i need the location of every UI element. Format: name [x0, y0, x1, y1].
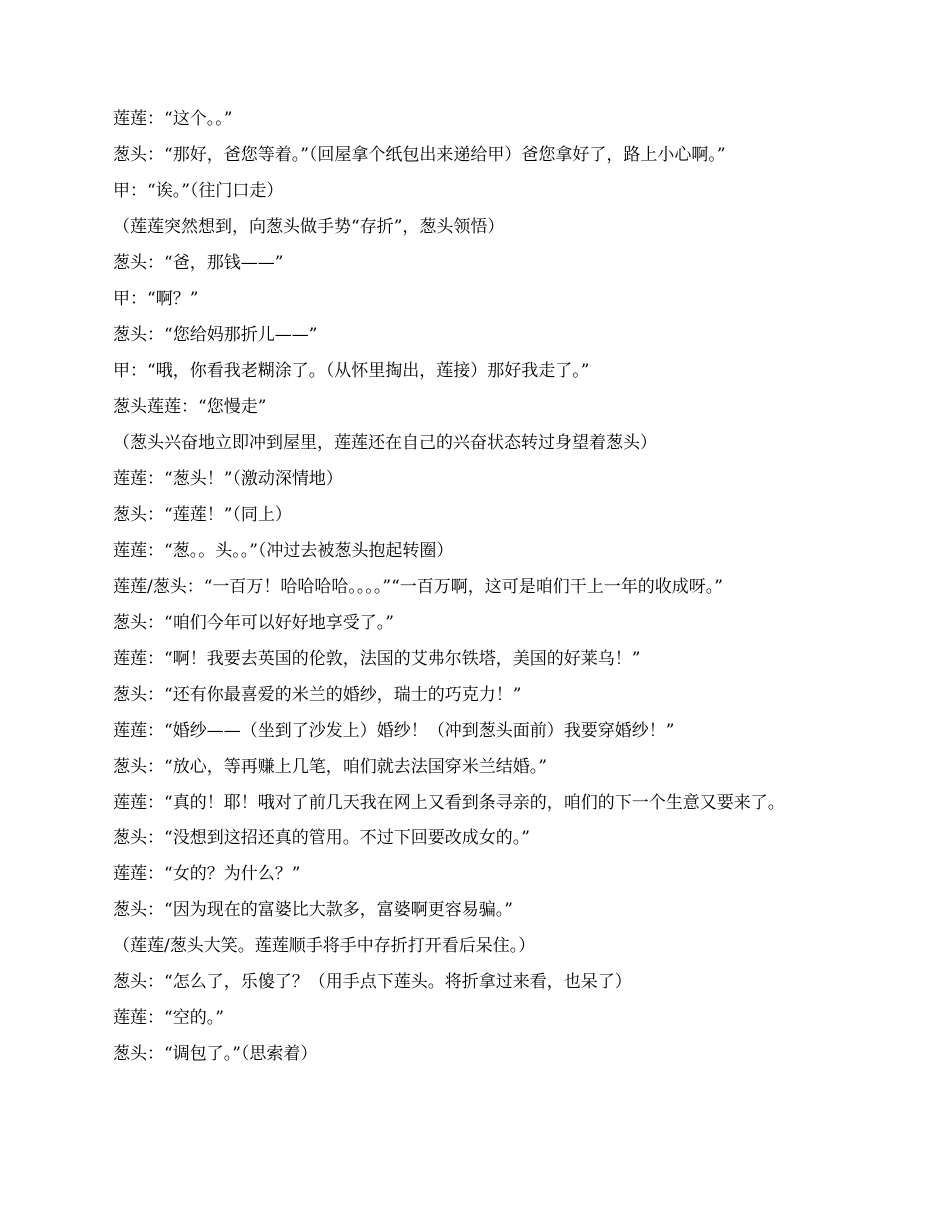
script-line: 莲莲/葱头：“一百万！哈哈哈哈。。。。”“一百万啊，这可是咱们干上一年的收成呀。”	[113, 577, 723, 597]
script-line: 葱头：“莲莲！”（同上）	[113, 505, 292, 525]
script-line: 莲莲：“空的。”	[113, 1008, 224, 1028]
script-line: （莲莲/葱头大笑。莲莲顺手将手中存折打开看后呆住。）	[113, 936, 536, 956]
script-line: 莲莲：“啊！我要去英国的伦敦，法国的艾弗尔铁塔，美国的好莱乌！”	[113, 649, 641, 669]
script-line: 莲莲：“这个。。”	[113, 109, 233, 129]
script-line: 甲：“诶。”（往门口走）	[113, 181, 284, 201]
script-line: 葱头：“怎么了，乐傻了？（用手点下莲头。将折拿过来看，也呆了）	[113, 972, 632, 992]
script-line: 葱头：“咱们今年可以好好地享受了。”	[113, 613, 394, 633]
script-line: 莲莲：“葱头！”（激动深情地）	[113, 469, 343, 489]
script-line: 莲莲：“葱。。头。。”（冲过去被葱头抱起转圈）	[113, 541, 454, 561]
script-line: 莲莲：“女的？为什么？”	[113, 864, 301, 884]
script-line: 莲莲：“婚纱——（坐到了沙发上）婚纱！（冲到葱头面前）我要穿婚纱！”	[113, 721, 675, 741]
script-lines	[113, 110, 828, 1081]
script-line: 莲莲：“真的！耶！哦对了前几天我在网上又看到条寻亲的，咱们的下一个生意又要来了。	[113, 793, 785, 813]
script-line: 葱头：“没想到这招还真的管用。不过下回要改成女的。”	[113, 828, 530, 848]
script-line: 葱头：“调包了。”（思索着）	[113, 1044, 318, 1064]
script-line: 葱头莲莲：“您慢走”	[113, 397, 267, 417]
script-line: 葱头：“您给妈那折儿——”	[113, 325, 318, 345]
script-line: 甲：“哦，你看我老糊涂了。（从怀里掏出，莲接）那好我走了。”	[113, 361, 590, 381]
script-line: 葱头：“爸，那钱——”	[113, 253, 284, 273]
script-line: （葱头兴奋地立即冲到屋里，莲莲还在自己的兴奋状态转过身望着葱头）	[113, 433, 657, 453]
script-line: 葱头：“还有你最喜爱的米兰的婚纱，瑞士的巧克力！”	[113, 685, 522, 705]
script-line: （莲莲突然想到，向葱头做手势“存折”，葱头领悟）	[113, 217, 505, 237]
script-line: 葱头：“放心，等再赚上几笔，咱们就去法国穿米兰结婚。”	[113, 757, 547, 777]
script-line: 甲：“啊？”	[113, 289, 199, 309]
script-line: 葱头：“那好，爸您等着。”（回屋拿个纸包出来递给甲）爸您拿好了，路上小心啊。”	[113, 145, 726, 165]
script-line: 葱头：“因为现在的富婆比大款多，富婆啊更容易骗。”	[113, 900, 513, 920]
